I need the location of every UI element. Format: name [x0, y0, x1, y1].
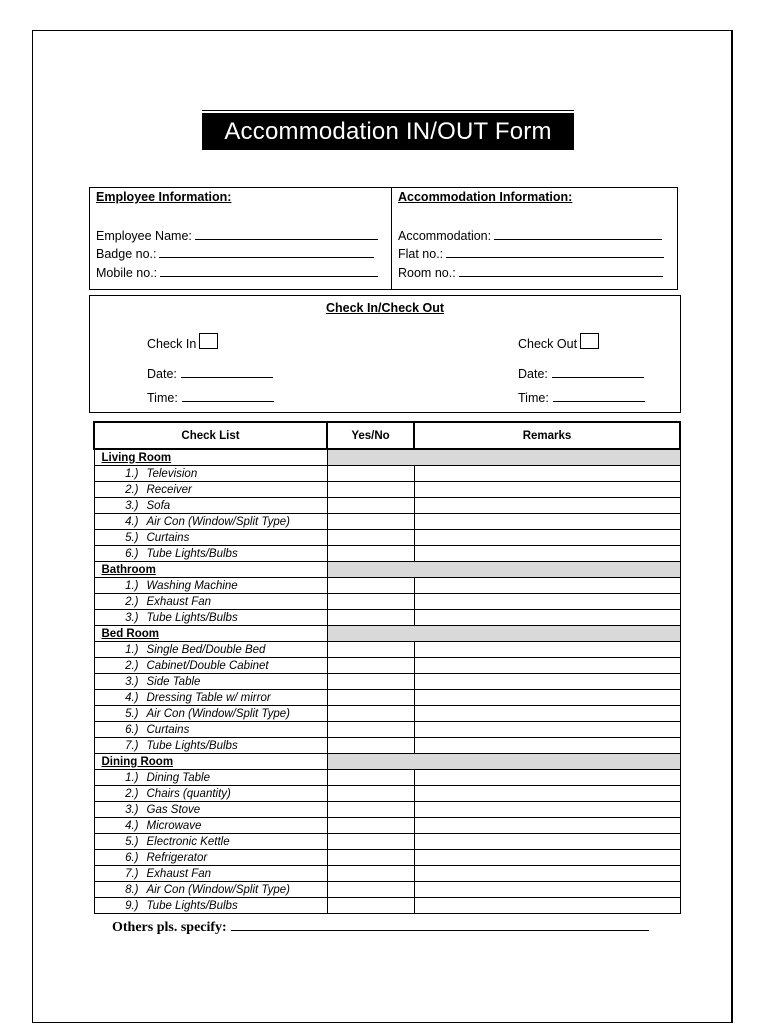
check-item-cell [94, 594, 327, 610]
check-item-cell [94, 530, 327, 546]
accommodation-field[interactable] [398, 227, 662, 243]
table-row [94, 642, 680, 658]
item-number: 4.) [125, 515, 139, 528]
check-item-cell [94, 690, 327, 706]
room-no-line[interactable] [459, 264, 663, 277]
table-row [94, 546, 680, 562]
yes-no-cell[interactable] [327, 498, 414, 514]
remarks-cell[interactable] [414, 706, 680, 722]
item-label: Chairs (quantity) [146, 787, 231, 800]
table-row [94, 882, 680, 898]
remarks-cell[interactable] [414, 466, 680, 482]
table-row [94, 850, 680, 866]
check-item-cell [94, 850, 327, 866]
remarks-cell[interactable] [414, 786, 680, 802]
item-number: 3.) [125, 803, 139, 816]
table-row [94, 466, 680, 482]
remarks-cell[interactable] [414, 834, 680, 850]
table-row [94, 786, 680, 802]
remarks-cell[interactable] [414, 546, 680, 562]
item-number: 6.) [125, 851, 139, 864]
table-row [94, 514, 680, 530]
check-in-time-line[interactable] [182, 391, 274, 402]
item-label: Air Con (Window/Split Type) [146, 883, 290, 896]
item-number: 8.) [125, 883, 139, 896]
badge-no-label: Badge no.: [96, 247, 157, 261]
check-out-date-field[interactable] [518, 367, 644, 381]
item-number: 2.) [125, 787, 139, 800]
employee-name-line[interactable] [195, 227, 378, 240]
check-out-checkbox[interactable] [580, 333, 599, 349]
check-in-date-line[interactable] [181, 367, 273, 378]
room-no-field[interactable] [398, 264, 663, 280]
yes-no-cell[interactable] [327, 690, 414, 706]
yes-no-cell[interactable] [327, 802, 414, 818]
check-out-option[interactable] [518, 333, 599, 351]
check-item-cell [94, 786, 327, 802]
table-row [94, 498, 680, 514]
item-label: Dining Table [146, 771, 211, 784]
yes-no-cell[interactable] [327, 770, 414, 786]
yes-no-cell[interactable] [327, 658, 414, 674]
mobile-no-label: Mobile no.: [96, 266, 158, 280]
check-in-date-field[interactable] [147, 367, 273, 381]
remarks-cell[interactable] [414, 882, 680, 898]
item-label: Tube Lights/Bulbs [146, 899, 238, 912]
category-shade [327, 754, 680, 770]
check-item-cell [94, 706, 327, 722]
employee-heading: Employee Information: [96, 190, 232, 204]
check-item-cell [94, 514, 327, 530]
remarks-cell[interactable] [414, 530, 680, 546]
item-label: Exhaust Fan [146, 867, 212, 880]
check-item-cell [94, 482, 327, 498]
remarks-cell[interactable] [414, 674, 680, 690]
yes-no-cell[interactable] [327, 642, 414, 658]
yes-no-cell[interactable] [327, 834, 414, 850]
remarks-cell[interactable] [414, 850, 680, 866]
item-number: 2.) [125, 595, 139, 608]
check-out-time-field[interactable] [518, 391, 645, 405]
item-label: Cabinet/Double Cabinet [146, 659, 269, 672]
table-row [94, 482, 680, 498]
check-item-cell [94, 642, 327, 658]
item-number: 2.) [125, 483, 139, 496]
item-number: 7.) [125, 867, 139, 880]
yes-no-cell[interactable] [327, 706, 414, 722]
table-row [94, 802, 680, 818]
item-label: Curtains [146, 531, 190, 544]
check-in-time-field[interactable] [147, 391, 274, 405]
employee-info [90, 188, 392, 289]
check-in-out-section [89, 295, 681, 413]
category-shade [327, 626, 680, 642]
yes-no-cell[interactable] [327, 530, 414, 546]
info-box [89, 187, 678, 290]
remarks-cell[interactable] [414, 690, 680, 706]
check-item-cell [94, 866, 327, 882]
table-row [94, 898, 680, 914]
check-out-time-line[interactable] [553, 391, 645, 402]
column-header-yes-no: Yes/No [327, 422, 414, 449]
yes-no-cell[interactable] [327, 578, 414, 594]
yes-no-cell[interactable] [327, 594, 414, 610]
remarks-cell[interactable] [414, 514, 680, 530]
check-item-cell [94, 834, 327, 850]
yes-no-cell[interactable] [327, 738, 414, 754]
yes-no-cell[interactable] [327, 866, 414, 882]
remarks-cell[interactable] [414, 818, 680, 834]
mobile-no-field[interactable] [96, 264, 378, 280]
mobile-no-line[interactable] [160, 264, 378, 277]
item-label: Dressing Table w/ mirror [146, 691, 271, 704]
category-name: Bed Room [94, 626, 327, 642]
item-number: 5.) [125, 707, 139, 720]
item-label: Side Table [146, 675, 201, 688]
item-label: Receiver [146, 483, 192, 496]
check-item-cell [94, 898, 327, 914]
table-header-row [94, 422, 680, 449]
check-in-out-heading: Check In/Check Out [325, 301, 445, 315]
item-label: Curtains [146, 723, 190, 736]
item-label: Tube Lights/Bulbs [146, 547, 238, 560]
item-number: 7.) [125, 739, 139, 752]
badge-no-field[interactable] [96, 245, 374, 261]
remarks-cell[interactable] [414, 594, 680, 610]
others-line[interactable] [231, 918, 649, 931]
check-in-label: Check In [147, 337, 197, 351]
check-item-cell [94, 674, 327, 690]
table-row [94, 770, 680, 786]
accommodation-label: Accommodation: [398, 229, 492, 243]
item-label: Exhaust Fan [146, 595, 212, 608]
check-out-time-label: Time: [518, 391, 549, 405]
yes-no-cell[interactable] [327, 466, 414, 482]
accommodation-info [392, 188, 677, 289]
title-block [202, 110, 574, 150]
remarks-cell[interactable] [414, 578, 680, 594]
check-out-date-line[interactable] [552, 367, 644, 378]
category-name: Living Room [94, 449, 327, 466]
table-row [94, 722, 680, 738]
table-row [94, 866, 680, 882]
flat-no-field[interactable] [398, 245, 664, 261]
table-row [94, 818, 680, 834]
yes-no-cell[interactable] [327, 722, 414, 738]
remarks-cell[interactable] [414, 898, 680, 914]
others-label: Others pls. specify: [112, 920, 227, 935]
item-number: 1.) [125, 771, 139, 784]
remarks-cell[interactable] [414, 866, 680, 882]
item-label: Air Con (Window/Split Type) [146, 515, 290, 528]
category-shade [327, 562, 680, 578]
others-specify-field[interactable] [112, 918, 649, 936]
check-item-cell [94, 882, 327, 898]
remarks-cell[interactable] [414, 738, 680, 754]
item-number: 9.) [125, 899, 139, 912]
remarks-cell[interactable] [414, 610, 680, 626]
yes-no-cell[interactable] [327, 674, 414, 690]
category-row [94, 449, 680, 466]
remarks-cell[interactable] [414, 770, 680, 786]
item-number: 4.) [125, 691, 139, 704]
table-row [94, 706, 680, 722]
yes-no-cell[interactable] [327, 850, 414, 866]
check-item-cell [94, 738, 327, 754]
item-number: 1.) [125, 579, 139, 592]
check-item-cell [94, 578, 327, 594]
column-header-check-list: Check List [94, 422, 327, 449]
category-name: Dining Room [94, 754, 327, 770]
category-shade [327, 449, 680, 466]
item-label: Single Bed/Double Bed [146, 643, 266, 656]
accommodation-line[interactable] [494, 227, 662, 240]
room-no-label: Room no.: [398, 266, 456, 280]
item-label: Electronic Kettle [146, 835, 230, 848]
table-row [94, 578, 680, 594]
check-in-checkbox[interactable] [199, 333, 218, 349]
check-item-cell [94, 610, 327, 626]
item-label: Tube Lights/Bulbs [146, 739, 238, 752]
yes-no-cell[interactable] [327, 482, 414, 498]
title-rule [202, 110, 574, 111]
item-number: 4.) [125, 819, 139, 832]
check-item-cell [94, 802, 327, 818]
remarks-cell[interactable] [414, 498, 680, 514]
item-number: 3.) [125, 499, 139, 512]
yes-no-cell[interactable] [327, 610, 414, 626]
check-in-date-label: Date: [147, 367, 177, 381]
check-item-cell [94, 546, 327, 562]
item-number: 3.) [125, 611, 139, 624]
check-item-cell [94, 466, 327, 482]
check-item-cell [94, 818, 327, 834]
page-title: Accommodation IN/OUT Form [202, 113, 574, 150]
column-header-remarks: Remarks [414, 422, 680, 449]
category-row [94, 626, 680, 642]
badge-no-line[interactable] [159, 245, 374, 258]
category-row [94, 754, 680, 770]
checklist-body [94, 449, 680, 914]
item-number: 1.) [125, 643, 139, 656]
table-row [94, 530, 680, 546]
check-item-cell [94, 722, 327, 738]
remarks-cell[interactable] [414, 722, 680, 738]
remarks-cell[interactable] [414, 482, 680, 498]
employee-name-label: Employee Name: [96, 229, 192, 243]
item-number: 3.) [125, 675, 139, 688]
item-label: Sofa [146, 499, 171, 512]
category-name: Bathroom [94, 562, 327, 578]
remarks-cell[interactable] [414, 802, 680, 818]
item-label: Air Con (Window/Split Type) [146, 707, 290, 720]
item-label: Microwave [146, 819, 202, 832]
employee-name-field[interactable] [96, 227, 378, 243]
item-label: Tube Lights/Bulbs [146, 611, 238, 624]
yes-no-cell[interactable] [327, 818, 414, 834]
item-number: 5.) [125, 531, 139, 544]
item-number: 6.) [125, 723, 139, 736]
remarks-cell[interactable] [414, 658, 680, 674]
table-row [94, 738, 680, 754]
category-row [94, 562, 680, 578]
flat-no-line[interactable] [446, 245, 664, 258]
table-row [94, 674, 680, 690]
yes-no-cell[interactable] [327, 514, 414, 530]
check-in-option[interactable] [147, 333, 218, 351]
table-row [94, 610, 680, 626]
item-label: Gas Stove [146, 803, 201, 816]
accommodation-heading: Accommodation Information: [398, 190, 573, 204]
item-label: Television [146, 467, 198, 480]
yes-no-cell[interactable] [327, 546, 414, 562]
table-row [94, 834, 680, 850]
item-number: 5.) [125, 835, 139, 848]
checklist-table [93, 421, 681, 914]
table-row [94, 690, 680, 706]
item-number: 2.) [125, 659, 139, 672]
item-label: Refrigerator [146, 851, 208, 864]
check-out-date-label: Date: [518, 367, 548, 381]
yes-no-cell[interactable] [327, 898, 414, 914]
check-in-time-label: Time: [147, 391, 178, 405]
item-number: 1.) [125, 467, 139, 480]
table-row [94, 658, 680, 674]
check-out-label: Check Out [518, 337, 578, 351]
remarks-cell[interactable] [414, 642, 680, 658]
item-label: Washing Machine [146, 579, 238, 592]
item-number: 6.) [125, 547, 139, 560]
check-item-cell [94, 498, 327, 514]
table-row [94, 594, 680, 610]
yes-no-cell[interactable] [327, 882, 414, 898]
flat-no-label: Flat no.: [398, 247, 444, 261]
yes-no-cell[interactable] [327, 786, 414, 802]
check-item-cell [94, 770, 327, 786]
check-item-cell [94, 658, 327, 674]
